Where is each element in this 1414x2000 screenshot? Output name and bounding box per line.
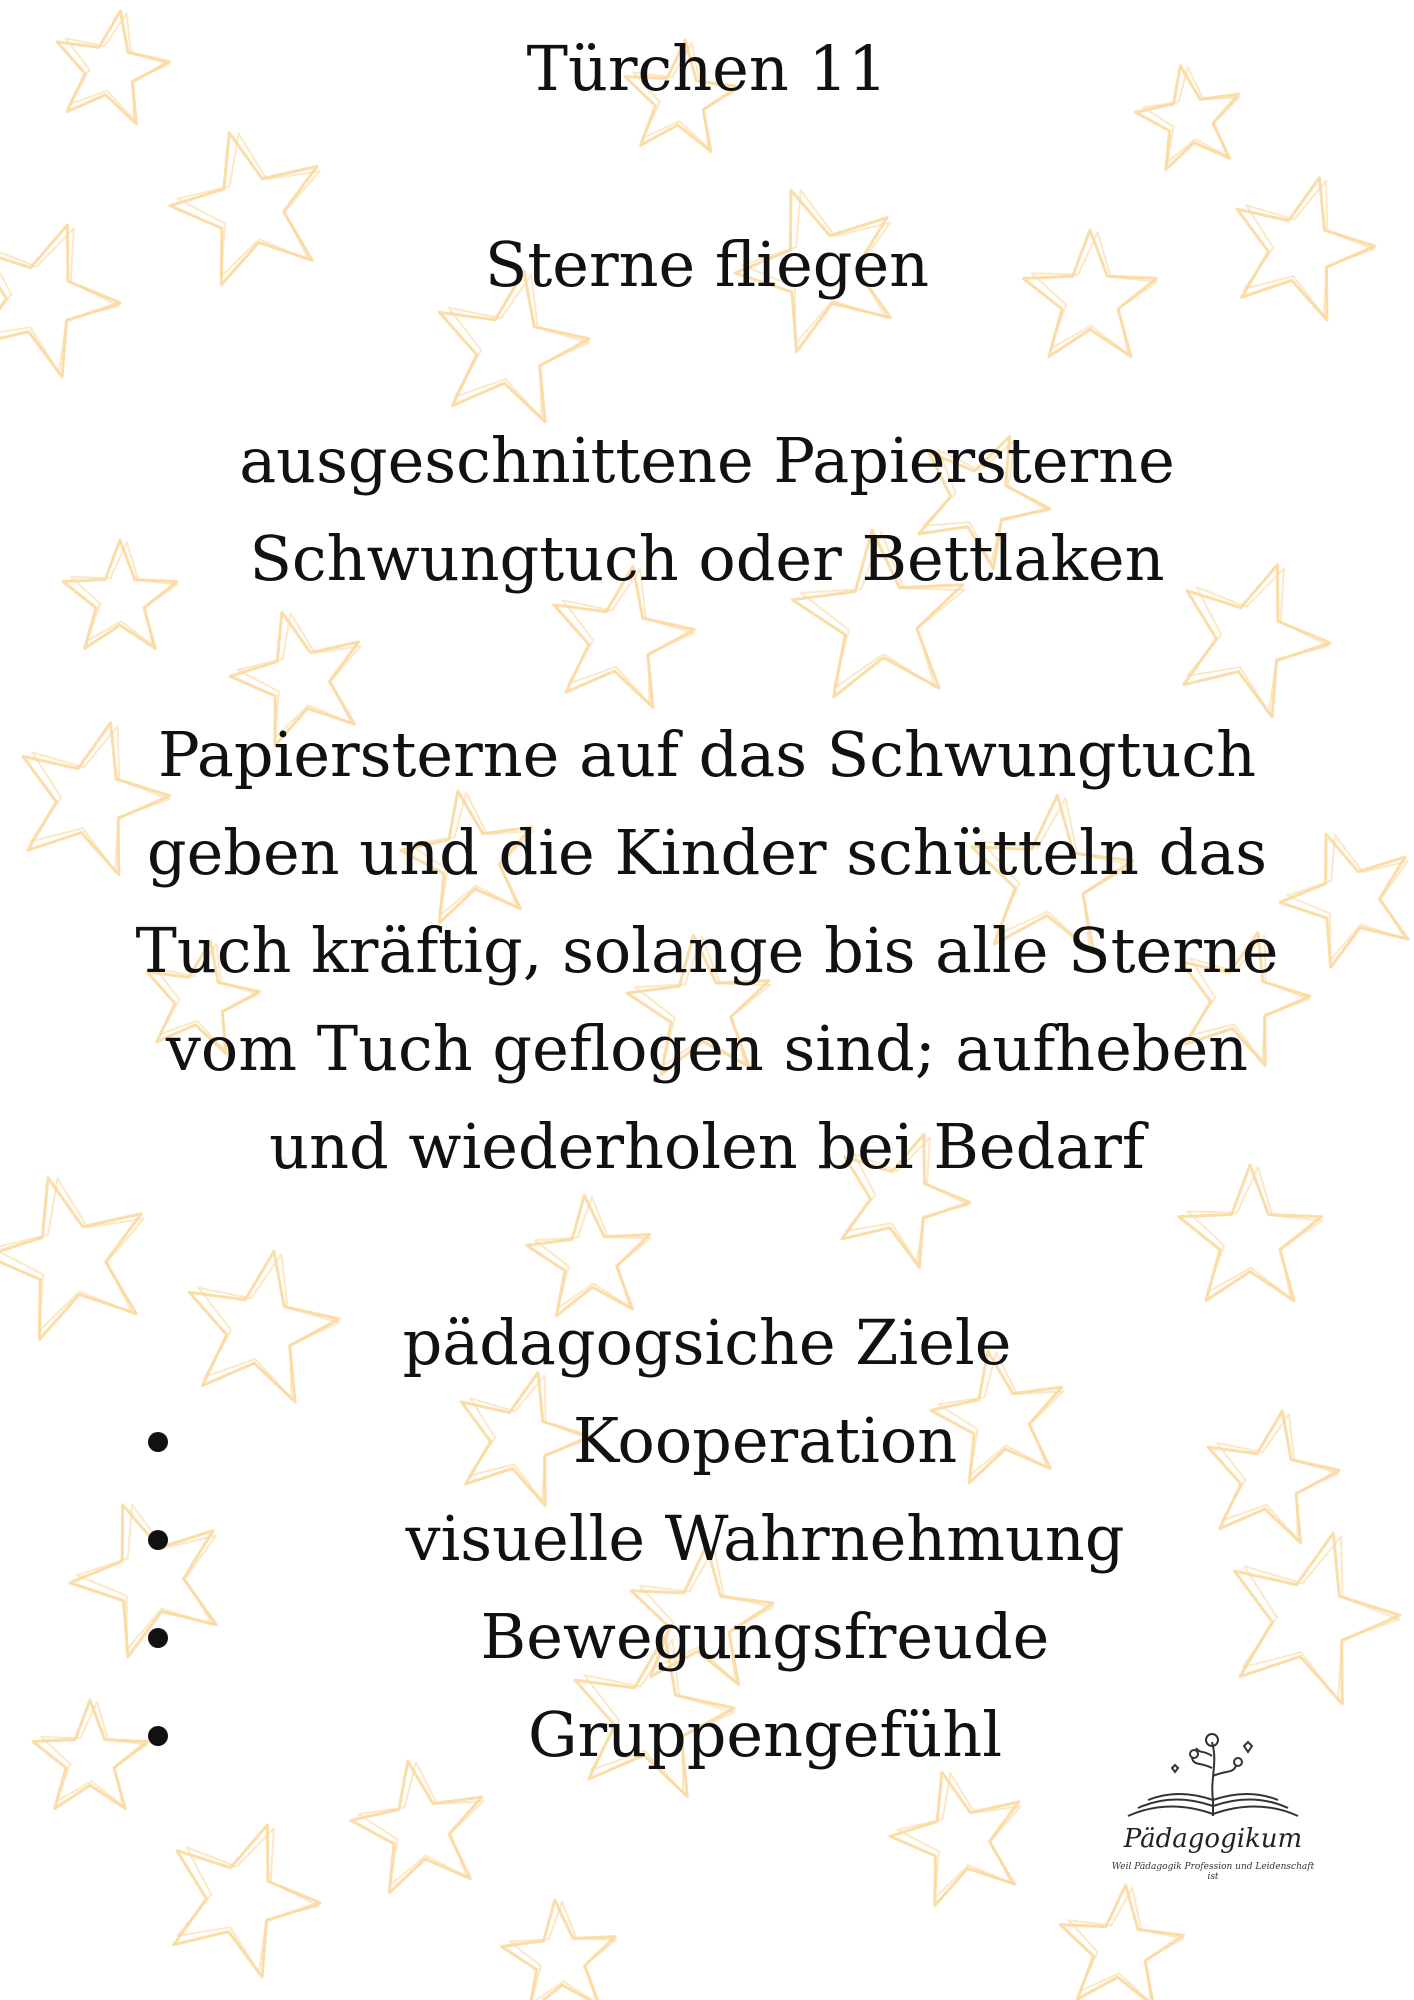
activity-title: Sterne fliegen — [484, 228, 930, 301]
description-line: geben und die Kinder schütteln das — [146, 816, 1268, 889]
description-line: vom Tuch geflogen sind; aufheben — [165, 1012, 1249, 1085]
open-book-icon — [1108, 1728, 1318, 1828]
goal-label: Kooperation — [572, 1404, 958, 1477]
description-line: Papiersterne auf das Schwungtuch — [157, 718, 1257, 791]
goal-list-item — [0, 1588, 1414, 1686]
goal-label: Gruppengefühl — [527, 1698, 1003, 1771]
logo-tagline: Weil Pädagogik Profession und Leidenschaft ist — [1111, 1862, 1315, 1882]
paedagogikum-logo — [1108, 1728, 1318, 1888]
page-title: Türchen 11 — [526, 32, 888, 105]
bullet-icon — [148, 1628, 168, 1648]
material-item: Schwungtuch oder Bettlaken — [249, 522, 1165, 595]
goal-label: visuelle Wahrnehmung — [405, 1502, 1125, 1575]
material-item: ausgeschnittene Papiersterne — [239, 424, 1175, 497]
logo-wordmark: Pädagogikum — [1123, 1824, 1303, 1854]
goals-heading: pädagogsiche Ziele — [402, 1306, 1012, 1379]
bullet-icon — [148, 1530, 168, 1550]
bullet-icon — [148, 1432, 168, 1452]
goal-label: Bewegungsfreude — [480, 1600, 1050, 1673]
goal-list-item — [0, 1392, 1414, 1490]
goal-list-item — [0, 1490, 1414, 1588]
description-line: und wiederholen bei Bedarf — [269, 1110, 1145, 1183]
bullet-icon — [148, 1726, 168, 1746]
description-line: Tuch kräftig, solange bis alle Sterne — [135, 914, 1279, 987]
